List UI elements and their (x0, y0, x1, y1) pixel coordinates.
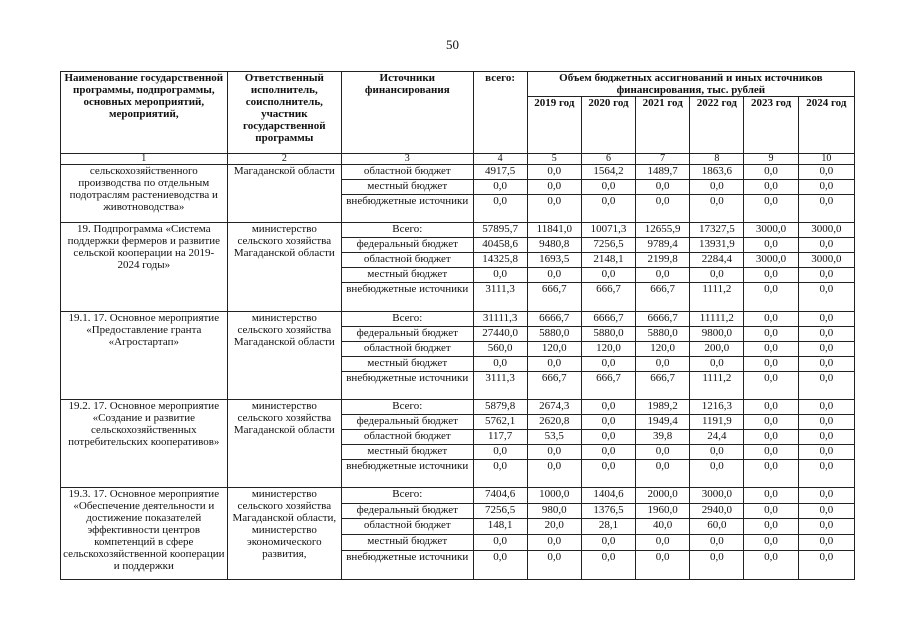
year-value-cell: 0,0 (798, 326, 854, 341)
year-value-cell: 0,0 (744, 341, 798, 356)
funding-source-cell: внебюджетные источники (342, 460, 473, 488)
total-value-cell: 0,0 (473, 535, 527, 551)
funding-source-cell: местный бюджет (342, 268, 473, 283)
funding-source-cell: Всего: (342, 399, 473, 414)
year-value-cell: 0,0 (798, 268, 854, 283)
funding-source-cell: местный бюджет (342, 356, 473, 371)
header-year: 2024 год (798, 97, 854, 154)
year-value-cell: 9480,8 (527, 238, 581, 253)
total-value-cell: 560,0 (473, 341, 527, 356)
total-value-cell: 0,0 (473, 180, 527, 195)
year-value-cell: 0,0 (744, 238, 798, 253)
responsible-cell: министерство сельского хозяйства Магаданской области (227, 399, 341, 487)
year-value-cell: 24,4 (690, 429, 744, 444)
year-value-cell: 0,0 (636, 460, 690, 488)
year-value-cell: 0,0 (744, 445, 798, 460)
year-value-cell: 0,0 (690, 195, 744, 223)
year-value-cell: 1960,0 (636, 503, 690, 519)
year-value-cell: 0,0 (581, 195, 635, 223)
year-value-cell: 1949,4 (636, 414, 690, 429)
year-value-cell: 0,0 (744, 268, 798, 283)
year-value-cell: 0,0 (798, 414, 854, 429)
year-value-cell: 3000,0 (798, 223, 854, 238)
year-value-cell: 20,0 (527, 519, 581, 535)
year-value-cell: 9800,0 (690, 326, 744, 341)
year-value-cell: 0,0 (798, 550, 854, 579)
responsible-cell: министерство сельского хозяйства Магаданской области (227, 311, 341, 399)
year-value-cell: 53,5 (527, 429, 581, 444)
table-row (61, 165, 855, 180)
total-value-cell: 5762,1 (473, 414, 527, 429)
year-value-cell: 2674,3 (527, 399, 581, 414)
year-value-cell: 0,0 (798, 399, 854, 414)
year-value-cell: 0,0 (744, 429, 798, 444)
total-value-cell: 31111,3 (473, 311, 527, 326)
year-value-cell: 0,0 (690, 445, 744, 460)
program-name-cell: сельскохозяйственного производства по отдельным подотраслям растениеводства и животноводства» (61, 165, 228, 223)
page-number: 50 (446, 37, 459, 52)
responsible-cell: министерство сельского хозяйства Магаданской области, министерство экономического развития, (227, 488, 341, 580)
funding-source-cell: областной бюджет (342, 253, 473, 268)
column-number: 8 (690, 154, 744, 165)
year-value-cell: 0,0 (744, 519, 798, 535)
year-value-cell: 1376,5 (581, 503, 635, 519)
total-value-cell: 57895,7 (473, 223, 527, 238)
year-value-cell: 12655,9 (636, 223, 690, 238)
header-sources: Источники финансирования (342, 72, 473, 154)
year-value-cell: 3000,0 (744, 253, 798, 268)
year-value-cell: 60,0 (690, 519, 744, 535)
header-name: Наименование государственной программы, подпрограммы, основных мероприятий, мероприятий, (61, 72, 228, 154)
year-value-cell: 6666,7 (581, 311, 635, 326)
funding-source-cell: Всего: (342, 223, 473, 238)
year-value-cell: 0,0 (636, 195, 690, 223)
year-value-cell: 0,0 (744, 180, 798, 195)
total-value-cell: 3111,3 (473, 283, 527, 311)
year-value-cell: 0,0 (798, 503, 854, 519)
year-value-cell: 0,0 (581, 414, 635, 429)
total-value-cell: 40458,6 (473, 238, 527, 253)
year-value-cell: 0,0 (527, 195, 581, 223)
column-number: 7 (636, 154, 690, 165)
year-value-cell: 0,0 (527, 180, 581, 195)
year-value-cell: 0,0 (527, 165, 581, 180)
year-value-cell: 200,0 (690, 341, 744, 356)
table-row (61, 223, 855, 238)
year-value-cell: 6666,7 (636, 311, 690, 326)
year-value-cell: 0,0 (636, 268, 690, 283)
year-value-cell: 0,0 (744, 488, 798, 504)
year-value-cell: 0,0 (798, 488, 854, 504)
year-value-cell: 120,0 (527, 341, 581, 356)
year-value-cell: 5880,0 (527, 326, 581, 341)
year-value-cell: 666,7 (527, 283, 581, 311)
total-value-cell: 4917,5 (473, 165, 527, 180)
funding-source-cell: федеральный бюджет (342, 414, 473, 429)
column-number: 4 (473, 154, 527, 165)
year-value-cell: 1111,2 (690, 283, 744, 311)
year-value-cell: 0,0 (744, 283, 798, 311)
year-value-cell: 5880,0 (581, 326, 635, 341)
header-volume: Объем бюджетных ассигнований и иных источников финансирования, тыс. рублей (527, 72, 854, 97)
table-body (61, 165, 855, 580)
column-number: 6 (581, 154, 635, 165)
year-value-cell: 0,0 (798, 195, 854, 223)
funding-source-cell: федеральный бюджет (342, 503, 473, 519)
year-value-cell: 0,0 (690, 550, 744, 579)
year-value-cell: 9789,4 (636, 238, 690, 253)
year-value-cell: 0,0 (581, 399, 635, 414)
total-value-cell: 0,0 (473, 445, 527, 460)
program-name-cell: 19. Подпрограмма «Система поддержки фермеров и развитие сельской кооперации на 2019-2024 годы» (61, 223, 228, 311)
year-value-cell: 0,0 (744, 550, 798, 579)
year-value-cell: 0,0 (690, 356, 744, 371)
year-value-cell: 0,0 (581, 429, 635, 444)
funding-source-cell: областной бюджет (342, 165, 473, 180)
year-value-cell: 0,0 (798, 535, 854, 551)
year-value-cell: 0,0 (690, 460, 744, 488)
year-value-cell: 666,7 (581, 371, 635, 399)
responsible-cell: Магаданской области (227, 165, 341, 223)
year-value-cell: 2620,8 (527, 414, 581, 429)
column-number: 1 (61, 154, 228, 165)
total-value-cell: 0,0 (473, 460, 527, 488)
year-value-cell: 0,0 (690, 180, 744, 195)
year-value-cell: 0,0 (798, 311, 854, 326)
year-value-cell: 666,7 (636, 371, 690, 399)
year-value-cell: 0,0 (798, 429, 854, 444)
header-total: всего: (473, 72, 527, 154)
year-value-cell: 5880,0 (636, 326, 690, 341)
year-value-cell: 0,0 (636, 445, 690, 460)
year-value-cell: 7256,5 (581, 238, 635, 253)
year-value-cell: 0,0 (690, 535, 744, 551)
total-value-cell: 0,0 (473, 195, 527, 223)
year-value-cell: 0,0 (798, 519, 854, 535)
year-value-cell: 1564,2 (581, 165, 635, 180)
total-value-cell: 117,7 (473, 429, 527, 444)
year-value-cell: 120,0 (581, 341, 635, 356)
year-value-cell: 0,0 (527, 356, 581, 371)
year-value-cell: 0,0 (744, 311, 798, 326)
funding-source-cell: местный бюджет (342, 445, 473, 460)
column-number: 2 (227, 154, 341, 165)
year-value-cell: 0,0 (581, 180, 635, 195)
year-value-cell: 17327,5 (690, 223, 744, 238)
program-name-cell: 19.2. 17. Основное мероприятие «Создание и развитие сельскохозяйственных потребительских кооперативов» (61, 399, 228, 487)
year-value-cell: 0,0 (636, 180, 690, 195)
year-value-cell: 1693,5 (527, 253, 581, 268)
year-value-cell: 0,0 (744, 165, 798, 180)
funding-source-cell: федеральный бюджет (342, 326, 473, 341)
year-value-cell: 0,0 (744, 326, 798, 341)
budget-table (60, 71, 855, 580)
total-value-cell: 7404,6 (473, 488, 527, 504)
year-value-cell: 666,7 (636, 283, 690, 311)
funding-source-cell: областной бюджет (342, 341, 473, 356)
total-value-cell: 0,0 (473, 268, 527, 283)
table-row (61, 311, 855, 326)
year-value-cell: 1000,0 (527, 488, 581, 504)
year-value-cell: 0,0 (527, 550, 581, 579)
funding-source-cell: областной бюджет (342, 429, 473, 444)
year-value-cell: 0,0 (798, 371, 854, 399)
column-number: 5 (527, 154, 581, 165)
year-value-cell: 0,0 (744, 414, 798, 429)
responsible-cell: министерство сельского хозяйства Магаданской области (227, 223, 341, 311)
header-year: 2021 год (636, 97, 690, 154)
program-name-cell: 19.1. 17. Основное мероприятие «Предоставление гранта «Агростартап» (61, 311, 228, 399)
year-value-cell: 0,0 (581, 535, 635, 551)
year-value-cell: 0,0 (744, 371, 798, 399)
year-value-cell: 120,0 (636, 341, 690, 356)
year-value-cell: 11111,2 (690, 311, 744, 326)
year-value-cell: 6666,7 (527, 311, 581, 326)
year-value-cell: 0,0 (744, 195, 798, 223)
header-year: 2019 год (527, 97, 581, 154)
year-value-cell: 0,0 (798, 165, 854, 180)
year-value-cell: 2940,0 (690, 503, 744, 519)
year-value-cell: 0,0 (636, 535, 690, 551)
year-value-cell: 0,0 (690, 268, 744, 283)
year-value-cell: 0,0 (798, 460, 854, 488)
header-year: 2022 год (690, 97, 744, 154)
year-value-cell: 666,7 (581, 283, 635, 311)
year-value-cell: 2284,4 (690, 253, 744, 268)
year-value-cell: 1216,3 (690, 399, 744, 414)
year-value-cell: 0,0 (581, 268, 635, 283)
column-number: 3 (342, 154, 473, 165)
year-value-cell: 13931,9 (690, 238, 744, 253)
funding-source-cell: внебюджетные источники (342, 283, 473, 311)
year-value-cell: 0,0 (798, 238, 854, 253)
year-value-cell: 666,7 (527, 371, 581, 399)
year-value-cell: 0,0 (636, 550, 690, 579)
program-name-cell: 19.3. 17. Основное мероприятие «Обеспечение деятельности и достижение показателей эффективности центров компетенций в сфере сельскохозяйственной кооперации и поддержки (61, 488, 228, 580)
year-value-cell: 980,0 (527, 503, 581, 519)
year-value-cell: 39,8 (636, 429, 690, 444)
total-value-cell: 5879,8 (473, 399, 527, 414)
year-value-cell: 40,0 (636, 519, 690, 535)
year-value-cell: 0,0 (527, 535, 581, 551)
total-value-cell: 0,0 (473, 550, 527, 579)
year-value-cell: 3000,0 (690, 488, 744, 504)
funding-source-cell: областной бюджет (342, 519, 473, 535)
year-value-cell: 0,0 (798, 356, 854, 371)
table-row (61, 399, 855, 414)
total-value-cell: 3111,3 (473, 371, 527, 399)
year-value-cell: 0,0 (527, 445, 581, 460)
year-value-cell: 0,0 (581, 356, 635, 371)
year-value-cell: 0,0 (798, 283, 854, 311)
table-row (61, 488, 855, 504)
header-year: 2023 год (744, 97, 798, 154)
year-value-cell: 3000,0 (798, 253, 854, 268)
year-value-cell: 11841,0 (527, 223, 581, 238)
funding-source-cell: федеральный бюджет (342, 238, 473, 253)
year-value-cell: 0,0 (798, 341, 854, 356)
funding-source-cell: внебюджетные источники (342, 371, 473, 399)
year-value-cell: 28,1 (581, 519, 635, 535)
year-value-cell: 3000,0 (744, 223, 798, 238)
funding-source-cell: Всего: (342, 488, 473, 504)
total-value-cell: 14325,8 (473, 253, 527, 268)
year-value-cell: 0,0 (744, 399, 798, 414)
year-value-cell: 0,0 (744, 503, 798, 519)
year-value-cell: 0,0 (527, 268, 581, 283)
header-responsible: Ответственный исполнитель, соисполнитель, участник государственной программы (227, 72, 341, 154)
year-value-cell: 1404,6 (581, 488, 635, 504)
year-value-cell: 0,0 (581, 460, 635, 488)
column-number: 10 (798, 154, 854, 165)
funding-source-cell: местный бюджет (342, 180, 473, 195)
year-value-cell: 0,0 (581, 550, 635, 579)
funding-source-cell: местный бюджет (342, 535, 473, 551)
year-value-cell: 1111,2 (690, 371, 744, 399)
column-number: 9 (744, 154, 798, 165)
year-value-cell: 0,0 (744, 356, 798, 371)
funding-source-cell: внебюджетные источники (342, 195, 473, 223)
year-value-cell: 1989,2 (636, 399, 690, 414)
total-value-cell: 0,0 (473, 356, 527, 371)
year-value-cell: 0,0 (744, 535, 798, 551)
year-value-cell: 0,0 (798, 180, 854, 195)
year-value-cell: 0,0 (636, 356, 690, 371)
year-value-cell: 1863,6 (690, 165, 744, 180)
total-value-cell: 27440,0 (473, 326, 527, 341)
year-value-cell: 0,0 (798, 445, 854, 460)
funding-source-cell: внебюджетные источники (342, 550, 473, 579)
year-value-cell: 1489,7 (636, 165, 690, 180)
year-value-cell: 2199,8 (636, 253, 690, 268)
funding-source-cell: Всего: (342, 311, 473, 326)
column-number-row (61, 154, 855, 165)
header-year: 2020 год (581, 97, 635, 154)
year-value-cell: 0,0 (527, 460, 581, 488)
year-value-cell: 2000,0 (636, 488, 690, 504)
total-value-cell: 148,1 (473, 519, 527, 535)
year-value-cell: 2148,1 (581, 253, 635, 268)
year-value-cell: 0,0 (744, 460, 798, 488)
year-value-cell: 0,0 (581, 445, 635, 460)
year-value-cell: 10071,3 (581, 223, 635, 238)
total-value-cell: 7256,5 (473, 503, 527, 519)
year-value-cell: 1191,9 (690, 414, 744, 429)
